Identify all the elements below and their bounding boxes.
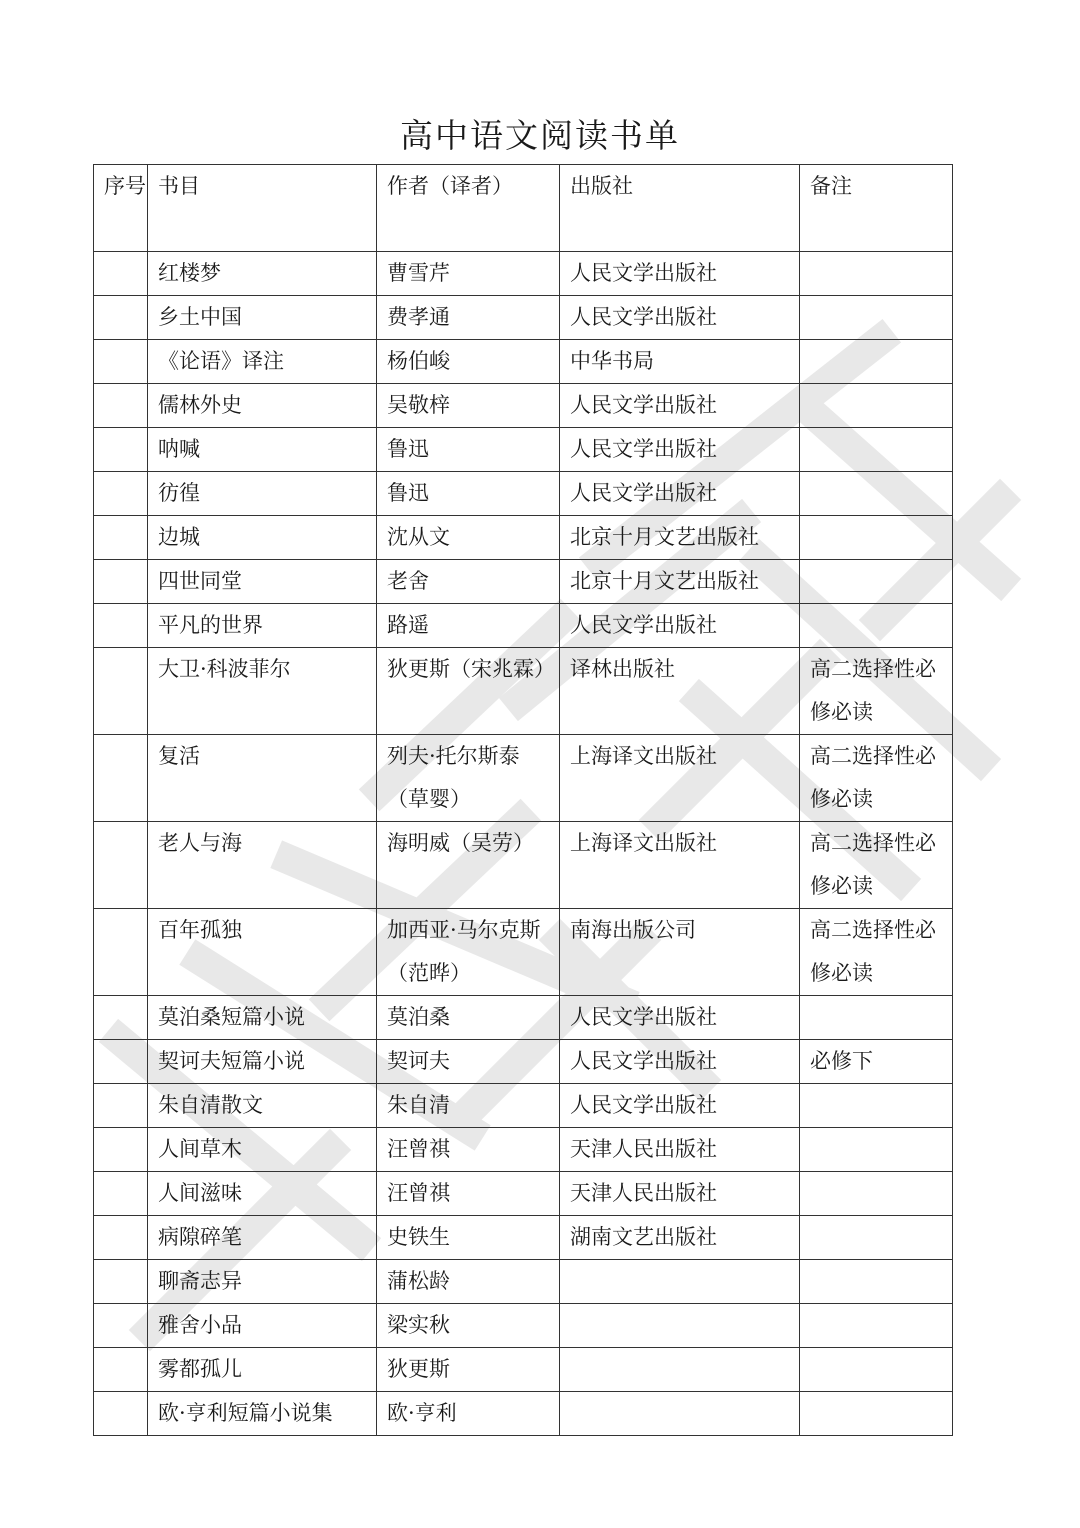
seq-cell [94, 1084, 148, 1128]
publisher-cell [560, 1392, 800, 1436]
note-cell [800, 252, 953, 296]
author-cell: 狄更斯 [377, 1348, 560, 1392]
table-row [94, 1084, 953, 1128]
author-cell: 狄更斯（宋兆霖） [377, 648, 560, 735]
seq-cell [94, 384, 148, 428]
publisher-cell: 湖南文艺出版社 [560, 1216, 800, 1260]
note-cell [800, 1348, 953, 1392]
author-cell: 欧·亨利 [377, 1392, 560, 1436]
publisher-cell: 人民文学出版社 [560, 1084, 800, 1128]
publisher-cell: 译林出版社 [560, 648, 800, 735]
note-cell: 高二选择性必修必读 [800, 648, 953, 735]
table-row [94, 1172, 953, 1216]
author-cell: 汪曾祺 [377, 1172, 560, 1216]
page-title: 高中语文阅读书单 [400, 116, 680, 155]
table-row [94, 516, 953, 560]
note-cell [800, 604, 953, 648]
title-cell: 朱自清散文 [148, 1084, 377, 1128]
publisher-cell: 人民文学出版社 [560, 1040, 800, 1084]
table-row [94, 560, 953, 604]
table-row [94, 1040, 953, 1084]
table-row [94, 340, 953, 384]
publisher-cell: 人民文学出版社 [560, 252, 800, 296]
author-cell: 吴敬梓 [377, 384, 560, 428]
seq-cell [94, 296, 148, 340]
title-cell: 儒林外史 [148, 384, 377, 428]
author-cell: 鲁迅 [377, 472, 560, 516]
title-cell: 乡土中国 [148, 296, 377, 340]
note-cell [800, 340, 953, 384]
title-cell: 人间草木 [148, 1128, 377, 1172]
seq-cell [94, 1216, 148, 1260]
title-cell: 莫泊桑短篇小说 [148, 996, 377, 1040]
author-cell: 海明威（吴劳） [377, 822, 560, 909]
table-row [94, 472, 953, 516]
table-row [94, 822, 953, 909]
seq-cell [94, 996, 148, 1040]
title-cell: 彷徨 [148, 472, 377, 516]
table-row [94, 428, 953, 472]
note-cell [800, 1084, 953, 1128]
header-seq: 序号 [94, 165, 148, 252]
title-cell: 大卫·科波菲尔 [148, 648, 377, 735]
title-cell: 聊斋志异 [148, 1260, 377, 1304]
author-cell: 曹雪芹 [377, 252, 560, 296]
seq-cell [94, 1260, 148, 1304]
seq-cell [94, 252, 148, 296]
seq-cell [94, 516, 148, 560]
table-header-row [94, 165, 953, 252]
header-note: 备注 [800, 165, 953, 252]
table-row [94, 1216, 953, 1260]
publisher-cell: 南海出版公司 [560, 909, 800, 996]
author-cell: 朱自清 [377, 1084, 560, 1128]
publisher-cell: 上海译文出版社 [560, 735, 800, 822]
publisher-cell: 北京十月文艺出版社 [560, 560, 800, 604]
author-cell: 莫泊桑 [377, 996, 560, 1040]
table-row [94, 604, 953, 648]
author-cell: 列夫·托尔斯泰（草婴） [377, 735, 560, 822]
title-cell: 呐喊 [148, 428, 377, 472]
note-cell [800, 996, 953, 1040]
publisher-cell: 北京十月文艺出版社 [560, 516, 800, 560]
title-cell: 人间滋味 [148, 1172, 377, 1216]
publisher-cell: 中华书局 [560, 340, 800, 384]
author-cell: 鲁迅 [377, 428, 560, 472]
title-cell: 四世同堂 [148, 560, 377, 604]
author-cell: 路遥 [377, 604, 560, 648]
seq-cell [94, 428, 148, 472]
title-cell: 雾都孤儿 [148, 1348, 377, 1392]
seq-cell [94, 1172, 148, 1216]
seq-cell [94, 648, 148, 735]
seq-cell [94, 909, 148, 996]
seq-cell [94, 1392, 148, 1436]
title-cell: 欧·亨利短篇小说集 [148, 1392, 377, 1436]
note-cell: 高二选择性必修必读 [800, 909, 953, 996]
note-cell: 高二选择性必修必读 [800, 735, 953, 822]
title-cell: 复活 [148, 735, 377, 822]
header-author: 作者（译者） [377, 165, 560, 252]
note-cell [800, 1216, 953, 1260]
note-cell [800, 1304, 953, 1348]
title-cell: 《论语》译注 [148, 340, 377, 384]
table-row [94, 996, 953, 1040]
author-cell: 契诃夫 [377, 1040, 560, 1084]
reading-list-table [93, 164, 953, 1436]
note-cell [800, 428, 953, 472]
table-body [94, 165, 953, 1436]
publisher-cell: 天津人民出版社 [560, 1128, 800, 1172]
publisher-cell: 天津人民出版社 [560, 1172, 800, 1216]
note-cell [800, 296, 953, 340]
table-row [94, 1392, 953, 1436]
author-cell: 梁实秋 [377, 1304, 560, 1348]
title-cell: 红楼梦 [148, 252, 377, 296]
table-row [94, 1128, 953, 1172]
author-cell: 史铁生 [377, 1216, 560, 1260]
publisher-cell [560, 1304, 800, 1348]
table-row [94, 909, 953, 996]
publisher-cell: 上海译文出版社 [560, 822, 800, 909]
table-row [94, 735, 953, 822]
note-cell [800, 1172, 953, 1216]
publisher-cell: 人民文学出版社 [560, 604, 800, 648]
publisher-cell: 人民文学出版社 [560, 428, 800, 472]
title-cell: 百年孤独 [148, 909, 377, 996]
seq-cell [94, 1348, 148, 1392]
note-cell [800, 1128, 953, 1172]
title-cell: 边城 [148, 516, 377, 560]
title-cell: 雅舍小品 [148, 1304, 377, 1348]
publisher-cell: 人民文学出版社 [560, 384, 800, 428]
author-cell: 费孝通 [377, 296, 560, 340]
seq-cell [94, 822, 148, 909]
title-cell: 病隙碎笔 [148, 1216, 377, 1260]
table-row [94, 296, 953, 340]
seq-cell [94, 1128, 148, 1172]
table-row [94, 1260, 953, 1304]
publisher-cell: 人民文学出版社 [560, 296, 800, 340]
table-row [94, 252, 953, 296]
note-cell [800, 516, 953, 560]
table-row [94, 1348, 953, 1392]
seq-cell [94, 560, 148, 604]
seq-cell [94, 604, 148, 648]
table-row [94, 1304, 953, 1348]
seq-cell [94, 1304, 148, 1348]
publisher-cell: 人民文学出版社 [560, 996, 800, 1040]
table-row [94, 648, 953, 735]
note-cell [800, 1260, 953, 1304]
author-cell: 老舍 [377, 560, 560, 604]
title-cell: 平凡的世界 [148, 604, 377, 648]
publisher-cell [560, 1260, 800, 1304]
seq-cell [94, 735, 148, 822]
seq-cell [94, 472, 148, 516]
note-cell [800, 1392, 953, 1436]
author-cell: 沈从文 [377, 516, 560, 560]
header-publisher: 出版社 [560, 165, 800, 252]
author-cell: 汪曾祺 [377, 1128, 560, 1172]
publisher-cell: 人民文学出版社 [560, 472, 800, 516]
publisher-cell [560, 1348, 800, 1392]
author-cell: 杨伯峻 [377, 340, 560, 384]
note-cell [800, 472, 953, 516]
note-cell [800, 384, 953, 428]
title-cell: 老人与海 [148, 822, 377, 909]
header-title: 书目 [148, 165, 377, 252]
seq-cell [94, 1040, 148, 1084]
author-cell: 加西亚·马尔克斯（范晔） [377, 909, 560, 996]
note-cell [800, 560, 953, 604]
table-row [94, 384, 953, 428]
note-cell: 高二选择性必修必读 [800, 822, 953, 909]
note-cell: 必修下 [800, 1040, 953, 1084]
seq-cell [94, 340, 148, 384]
author-cell: 蒲松龄 [377, 1260, 560, 1304]
title-cell: 契诃夫短篇小说 [148, 1040, 377, 1084]
